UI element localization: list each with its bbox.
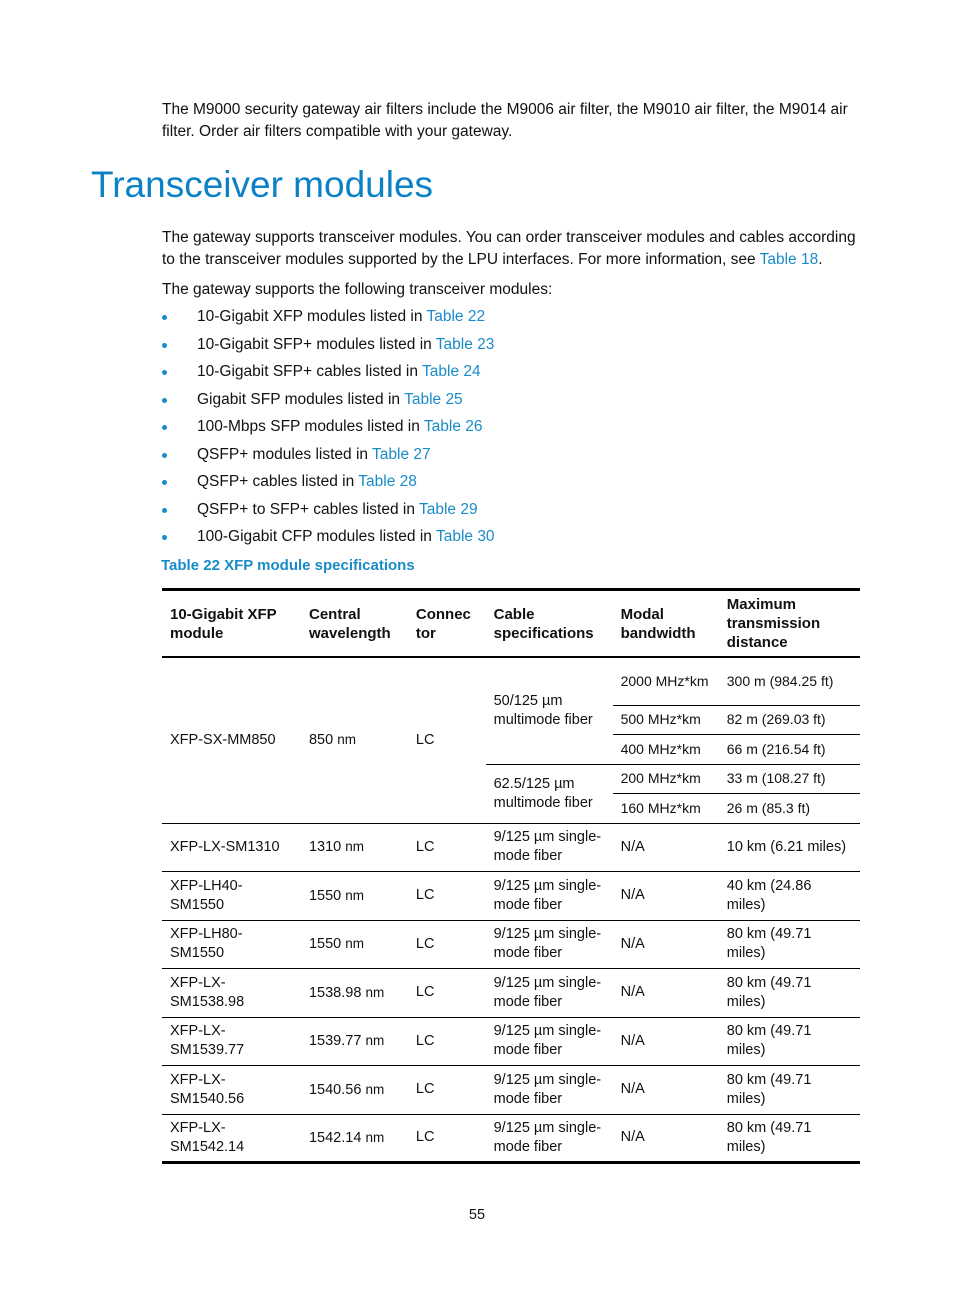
link-table-26[interactable]: Table 26 bbox=[423, 418, 483, 435]
list-item: 100-Gigabit CFP modules listed in Table 30 bbox=[162, 523, 495, 551]
table-row bbox=[162, 920, 860, 969]
cell-connector: LC bbox=[408, 969, 486, 1018]
link-table-22[interactable]: Table 22 bbox=[426, 308, 486, 325]
bullet-icon bbox=[162, 535, 167, 540]
cell-distance: 40 km (24.86 miles) bbox=[719, 872, 860, 921]
cell-module: XFP-LX-SM1542.14 bbox=[162, 1114, 301, 1163]
cell-module: XFP-LX-SM1540.56 bbox=[162, 1066, 301, 1115]
link-table-29[interactable]: Table 29 bbox=[419, 500, 478, 518]
cell-connector: LC bbox=[408, 1114, 486, 1163]
cell-wavelength: 1538.98 nm bbox=[301, 969, 408, 1018]
cell-bandwidth: 2000 MHz*km bbox=[620, 672, 709, 689]
cell-bandwidth: 200 MHz*km bbox=[613, 764, 719, 794]
cell-bandwidth: N/A bbox=[613, 872, 719, 921]
table-row bbox=[162, 823, 860, 872]
intro-paragraph: The M9000 security gateway air filters include the M9006 air filter, the M9010 air filter, the M9014 air filter. Order air filters compatible with your gateway. bbox=[162, 101, 848, 140]
table-row bbox=[162, 657, 860, 705]
cell-bandwidth: 400 MHz*km bbox=[613, 735, 719, 765]
cell-bandwidth: N/A bbox=[613, 1114, 719, 1163]
table-caption: Table 22 XFP module specifications bbox=[161, 557, 415, 574]
cell-wavelength: 1550 nm bbox=[301, 872, 408, 921]
cell-bandwidth: N/A bbox=[613, 969, 719, 1018]
cell-connector: LC bbox=[415, 731, 435, 748]
list-item: QSFP+ to SFP+ cables listed in Table 29 bbox=[162, 496, 495, 524]
bullet-icon bbox=[162, 370, 167, 375]
list-item: QSFP+ modules listed in Table 27 bbox=[162, 441, 495, 469]
header-cable: Cable specifications bbox=[486, 590, 613, 658]
cell-module: XFP-LX-SM1539.77 bbox=[162, 1017, 301, 1066]
list-intro: The gateway supports the following transceiver modules: bbox=[162, 281, 553, 298]
list-item: Gigabit SFP modules listed in Table 25 bbox=[162, 386, 495, 414]
cell-cable: 9/125 µm single-mode fiber bbox=[486, 823, 613, 872]
cell-wavelength: 1539.77 nm bbox=[301, 1017, 408, 1066]
cell-distance: 80 km (49.71 miles) bbox=[719, 1114, 860, 1163]
link-table-23[interactable]: Table 23 bbox=[435, 335, 495, 353]
cell-bandwidth: 500 MHz*km bbox=[613, 705, 719, 735]
table-row bbox=[162, 1114, 860, 1163]
page-number: 55 bbox=[468, 1207, 486, 1223]
cell-distance: 80 km (49.71 miles) bbox=[719, 1017, 860, 1066]
cell-connector: LC bbox=[408, 823, 486, 872]
cell-cable: 9/125 µm single-mode fiber bbox=[486, 1114, 613, 1163]
cell-distance: 10 km (6.21 miles) bbox=[719, 823, 860, 872]
table-row bbox=[162, 969, 860, 1018]
cell-cable: 9/125 µm single-mode fiber bbox=[486, 872, 613, 921]
cell-wavelength: 1310 nm bbox=[301, 823, 408, 872]
cell-distance: 80 km (49.71 miles) bbox=[719, 920, 860, 969]
header-bandwidth: Modal bandwidth bbox=[613, 590, 719, 658]
cell-wavelength: 1542.14 nm bbox=[301, 1114, 408, 1163]
table-header-row bbox=[162, 590, 860, 658]
cell-wavelength: 1540.56 nm bbox=[301, 1066, 408, 1115]
list-item: 10-Gigabit SFP+ modules listed in Table 23 bbox=[162, 331, 495, 359]
overview-paragraph: The gateway supports transceiver modules. You can order transceiver modules and cables according to the transceiver modules supported by the LPU interfaces. For more information, see Table 18. bbox=[162, 229, 856, 268]
header-distance: Maximum transmission distance bbox=[719, 590, 860, 658]
bullet-icon bbox=[162, 425, 167, 430]
cell-module: XFP-SX-MM850 bbox=[170, 731, 276, 748]
list-item: 10-Gigabit SFP+ cables listed in Table 24 bbox=[162, 358, 495, 386]
table-row bbox=[162, 872, 860, 921]
cell-module: XFP-LX-SM1310 bbox=[162, 823, 301, 872]
bullet-icon bbox=[162, 453, 167, 458]
cell-connector: LC bbox=[408, 1066, 486, 1115]
cell-bandwidth: N/A bbox=[613, 823, 719, 872]
overview-text: The gateway supports transceiver modules. You can order transceiver modules and cables according to the transceiver modules supported by the LPU interfaces. For more information, see bbox=[162, 229, 856, 268]
bullet-icon bbox=[162, 480, 167, 485]
bullet-icon bbox=[162, 398, 167, 403]
cell-cable: 9/125 µm single-mode fiber bbox=[486, 920, 613, 969]
bullet-icon bbox=[162, 315, 167, 320]
cell-distance: 66 m (216.54 ft) bbox=[719, 735, 860, 765]
list-item: QSFP+ cables listed in Table 28 bbox=[162, 468, 495, 496]
cell-bandwidth: N/A bbox=[613, 1017, 719, 1066]
link-table-28[interactable]: Table 28 bbox=[358, 473, 417, 490]
header-connector: Connec tor bbox=[408, 590, 486, 658]
link-table-24[interactable]: Table 24 bbox=[422, 363, 481, 380]
cell-wavelength: 1550 nm bbox=[301, 920, 408, 969]
cell-cable: 9/125 µm single-mode fiber bbox=[486, 1066, 613, 1115]
cell-distance: 26 m (85.3 ft) bbox=[719, 794, 860, 824]
module-list bbox=[162, 303, 495, 551]
cell-connector: LC bbox=[408, 1017, 486, 1066]
cell-wavelength: 850 nm bbox=[308, 732, 356, 749]
link-table-30[interactable]: Table 30 bbox=[435, 528, 495, 545]
bullet-icon bbox=[162, 343, 167, 348]
header-wavelength: Central wavelength bbox=[301, 590, 408, 658]
link-table-18[interactable]: Table 18 bbox=[759, 250, 819, 268]
cell-bandwidth: 160 MHz*km bbox=[613, 794, 719, 824]
table-row bbox=[162, 1017, 860, 1066]
list-item: 10-Gigabit XFP modules listed in Table 22 bbox=[162, 303, 495, 331]
cell-distance: 80 km (49.71 miles) bbox=[719, 969, 860, 1018]
link-table-25[interactable]: Table 25 bbox=[404, 390, 463, 408]
cell-cable: 50/125 µm multimode fiber bbox=[493, 692, 593, 728]
cell-cable: 9/125 µm single-mode fiber bbox=[486, 1017, 613, 1066]
cell-bandwidth: N/A bbox=[613, 920, 719, 969]
cell-module: XFP-LH40-SM1550 bbox=[162, 872, 301, 921]
cell-bandwidth: N/A bbox=[613, 1066, 719, 1115]
cell-distance: 33 m (108.27 ft) bbox=[719, 764, 860, 794]
cell-cable: 9/125 µm single-mode fiber bbox=[486, 969, 613, 1018]
cell-connector: LC bbox=[408, 920, 486, 969]
cell-distance: 80 km (49.71 miles) bbox=[719, 1066, 860, 1115]
cell-distance: 300 m (984.25 ft) bbox=[726, 672, 834, 689]
xfp-spec-table bbox=[162, 588, 860, 1164]
cell-connector: LC bbox=[408, 872, 486, 921]
header-module: 10-Gigabit XFP module bbox=[162, 590, 301, 658]
cell-distance: 82 m (269.03 ft) bbox=[719, 705, 860, 735]
bullet-icon bbox=[162, 508, 167, 513]
link-table-27[interactable]: Table 27 bbox=[372, 445, 431, 463]
cell-cable: 62.5/125 µm multimode fiber bbox=[486, 764, 613, 823]
table-row bbox=[162, 1066, 860, 1115]
page-heading: Transceiver modules bbox=[91, 164, 434, 205]
list-item: 100-Mbps SFP modules listed in Table 26 bbox=[162, 413, 495, 441]
cell-module: XFP-LX-SM1538.98 bbox=[162, 969, 301, 1018]
cell-module: XFP-LH80-SM1550 bbox=[162, 920, 301, 969]
